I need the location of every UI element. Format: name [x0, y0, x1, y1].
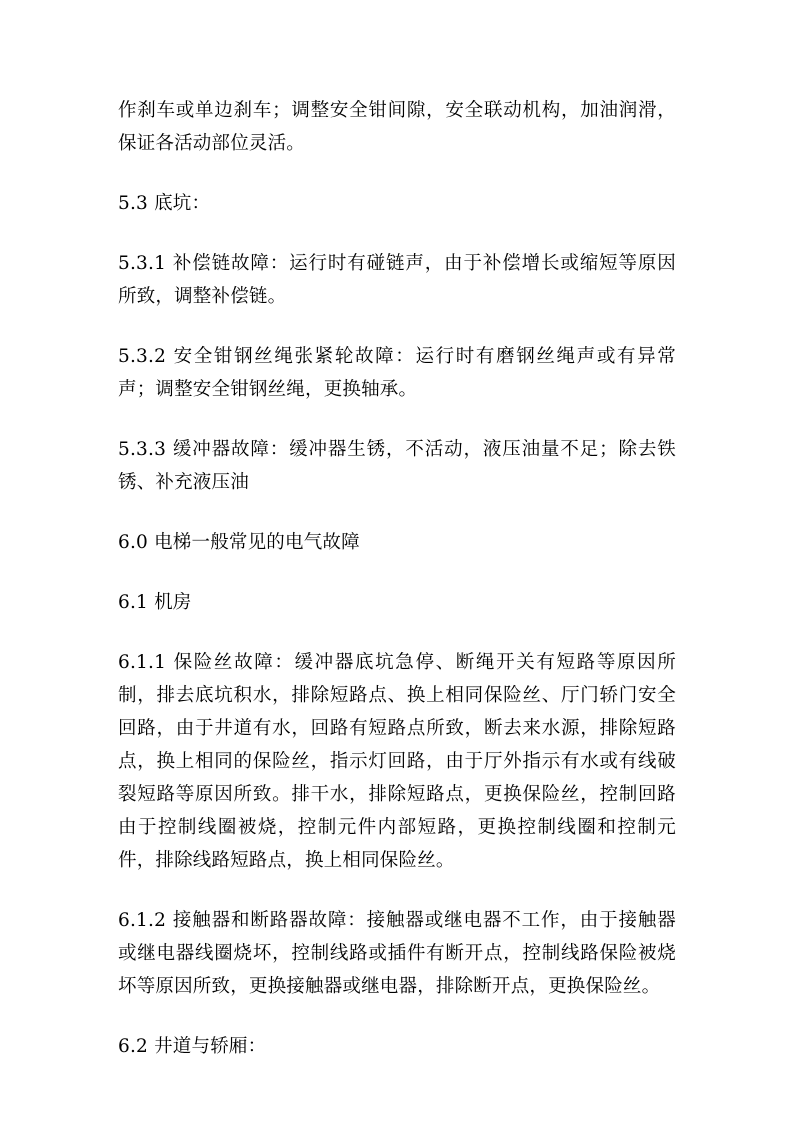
paragraph: 作刹车或单边刹车；调整安全钳间隙，安全联动机构，加油润滑，保证各活动部位灵活。	[118, 100, 676, 154]
paragraph: 5.3.2 安全钳钢丝绳张紧轮故障：运行时有磨钢丝绳声或有异常声；调整安全钳钢丝绳，更换轴承。	[118, 346, 676, 400]
paragraph: 5.3.1 补偿链故障：运行时有碰链声，由于补偿增长或缩短等原因所致，调整补偿链。	[118, 253, 676, 307]
paragraph: 5.3.3 缓冲器故障：缓冲器生锈，不活动，液压油量不足；除去铁锈、补充液压油	[118, 439, 676, 493]
paragraph: 6.1.2 接触器和断路器故障：接触器或继电器不工作，由于接触器或继电器线圈烧坏，控制线路或插件有断开点，控制线路保险被烧坏等原因所致，更换接触器或继电器，排除断开点，更换保险丝。	[118, 910, 676, 997]
paragraph-heading-5-3: 5.3 底坑：	[118, 193, 211, 214]
paragraph-heading-6-1: 6.1 机房	[118, 592, 192, 613]
document-body	[118, 94, 676, 1063]
paragraph-heading-6-0: 6.0 电梯一般常见的电气故障	[118, 532, 360, 553]
paragraph-heading-6-2: 6.2 井道与轿厢：	[118, 1036, 267, 1057]
paragraph: 6.1.1 保险丝故障：缓冲器底坑急停、断绳开关有短路等原因所制，排去底坑积水，排除短路点、换上相同保险丝、厅门轿门安全回路，由于井道有水，回路有短路点所致，断去来水源，排除短路点，换上相同的保险丝，指示灯回路，由于厅外指示有水或有线破裂短路等原因所致。排干水，排除短路点，更换保险丝，控制回路由于控制线圈被烧，控制元件内部短路，更换控制线圈和控制元件，排除线路短路点，换上相同保险丝。	[118, 652, 676, 871]
